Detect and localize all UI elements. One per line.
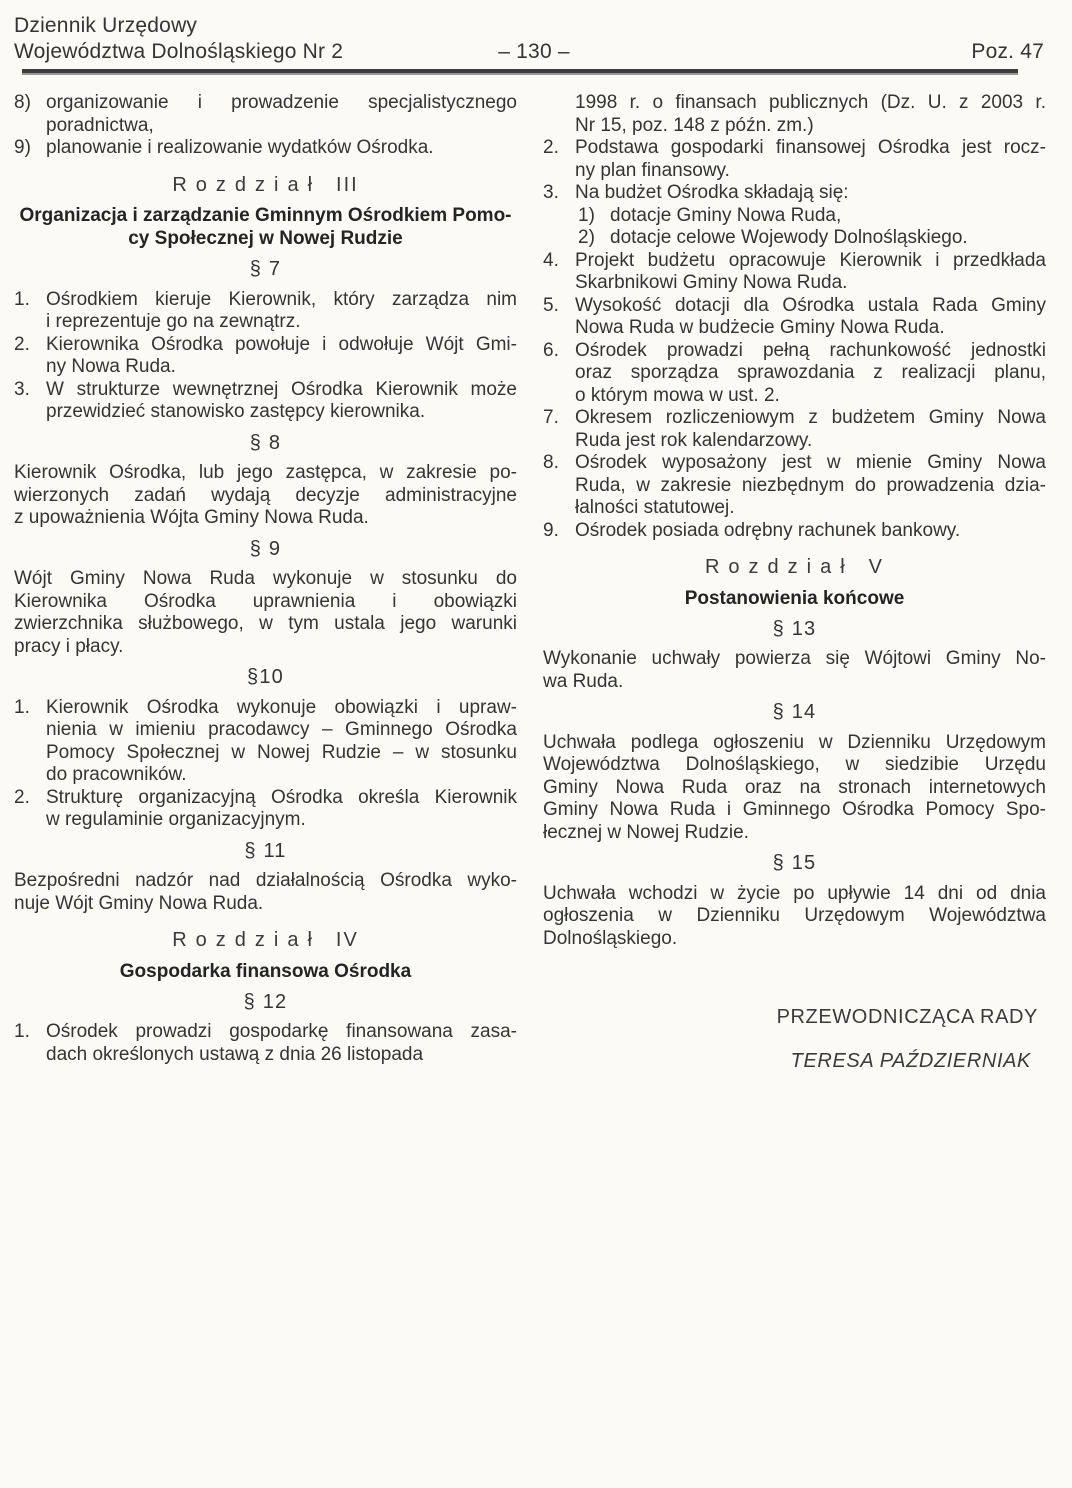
- paragraph: [14, 568, 517, 658]
- list-item-number: 4.: [543, 249, 559, 271]
- text-line: Nr 15, poz. 148 z późn. zm.): [575, 114, 814, 136]
- chapter-numeral: III: [336, 173, 359, 196]
- text-line: o którym mowa w ust. 2.: [575, 384, 780, 406]
- chapter-heading: [543, 556, 1046, 579]
- text-line: przewidzieć stanowisko zastępcy kierownika.: [46, 401, 426, 422]
- text-line: Wójt Gminy Nowa Ruda wykonuje w stosunku do: [14, 568, 517, 589]
- signature-title: PRZEWODNICZĄCA RADY: [776, 1006, 1038, 1028]
- list-item: [543, 182, 1046, 205]
- list-item: [14, 697, 517, 787]
- list-item-text: [46, 697, 517, 787]
- list-item-number: 3.: [543, 182, 559, 203]
- text-line: Ośrodek prowadzi gospodarkę finansowana zasa-: [46, 1021, 517, 1042]
- list-item-number: 3.: [14, 378, 30, 400]
- list-item: [14, 289, 517, 334]
- list-item-number: 5.: [543, 294, 559, 316]
- paragraph: [14, 462, 517, 530]
- text-line: Skarbnikowi Gminy Nowa Ruda.: [575, 272, 848, 293]
- text-line: dotacje Gminy Nowa Ruda,: [610, 204, 842, 226]
- title-line: cy Społecznej w Nowej Rudzie: [128, 228, 403, 249]
- list-item-text: [575, 182, 1046, 205]
- text-line: Bezpośredni nadzór nad działalnością Ośrodka wyko-: [14, 870, 517, 891]
- title-line: Postanowienia końcowe: [684, 587, 905, 609]
- list-item-text: [610, 205, 1046, 228]
- text-line: Wykonanie uchwały powierza się Wójtowi Gminy No-: [543, 648, 1046, 669]
- text-line: Podstawa gospodarki finansowej Ośrodka jest rocz-: [575, 137, 1046, 158]
- text-line: Kierownika Ośrodka powołuje i odwołuje Wójt Gmi-: [46, 333, 517, 355]
- text-line: Dolnośląskiego.: [543, 927, 678, 949]
- text-line: dach określonych ustawą z dnia 26 listopada: [46, 1043, 424, 1065]
- text-line: ny plan finansowy.: [575, 159, 730, 181]
- list-item-number: 2.: [14, 333, 30, 355]
- text-line: wa Ruda.: [543, 670, 624, 692]
- text-line: Ośrodek prowadzi pełną rachunkowość jednostki: [575, 339, 1046, 361]
- text-line: nuje Wójt Gminy Nowa Ruda.: [14, 892, 264, 914]
- section-mark: § 12: [243, 990, 288, 1013]
- list-item-text: [575, 137, 1046, 182]
- journal-name: Dziennik Urzędowy: [14, 14, 198, 37]
- chapter-numeral: V: [868, 556, 885, 578]
- list-item-number: 2.: [543, 137, 559, 158]
- list-item: [14, 379, 517, 424]
- title-line: Gospodarka finansowa Ośrodka: [119, 960, 412, 982]
- chapter-numeral: IV: [335, 929, 359, 951]
- list-item-number: 9): [14, 137, 31, 158]
- text-line: 1998 r. o finansach publicznych (Dz. U. z 2003 r.: [575, 92, 1046, 113]
- section-mark: § 15: [772, 852, 817, 874]
- list-item-number: 7.: [543, 407, 559, 428]
- list-item-text: [575, 340, 1046, 408]
- text-line: w regulaminie organizacyjnym.: [46, 809, 306, 830]
- chapter-word: Rozdział: [172, 173, 322, 196]
- text-line: Ruda, w zakresie niezbędnym do prowadzenia dzia-: [575, 474, 1046, 496]
- text-line: do pracowników.: [46, 764, 187, 785]
- text-line: nienia w imieniu pracodawcy – Gminnego Ośrodka: [46, 719, 517, 740]
- section-mark: § 9: [249, 537, 282, 560]
- text-line: Nowa Ruda w budżecie Gminy Nowa Ruda.: [575, 317, 945, 338]
- list-item-number: 1.: [14, 1021, 30, 1042]
- list-item-number: 1): [578, 204, 595, 226]
- list-item-text: [46, 289, 517, 334]
- list-item: [543, 205, 1046, 228]
- left-column: [14, 92, 517, 1072]
- section-mark: § 14: [772, 701, 817, 723]
- position-number: Poz. 47: [971, 40, 1044, 63]
- list-item-text: [575, 407, 1046, 452]
- text-line: Województwa Dolnośląskiego, w siedzibie Urzędu: [543, 754, 1046, 775]
- text-line: dotacje celowe Wojewody Dolnośląskiego.: [610, 227, 968, 248]
- list-item-text: [575, 520, 1046, 543]
- section-mark: § 13: [772, 617, 817, 640]
- list-item-text: [46, 1021, 517, 1066]
- chapter-word: Rozdział: [172, 929, 321, 951]
- text-line: Ośrodkiem kieruje Kierownik, który zarządza nim: [46, 288, 517, 310]
- text-line: Uchwała wchodzi w życie po upływie 14 dni od dnia: [543, 882, 1046, 904]
- list-item-number: 1.: [14, 696, 30, 718]
- text-line: Strukturę organizacyjną Ośrodka określa Kierownik: [46, 786, 517, 808]
- text-line: W strukturze wewnętrznej Ośrodka Kierownik może: [46, 378, 517, 400]
- list-item-text: [46, 379, 517, 424]
- paragraph: [543, 883, 1046, 951]
- section-mark: § 8: [249, 431, 282, 454]
- text-line: Okresem rozliczeniowym z budżetem Gminy Nowa: [575, 407, 1046, 428]
- page-number: – 130 –: [498, 40, 570, 63]
- text-line: poradnictwa,: [46, 114, 154, 136]
- text-line: ogłoszenia w Dzienniku Urzędowym Województwa: [543, 905, 1046, 926]
- title-line: Organizacja i zarządzanie Gminnym Ośrodkiem Pomo-: [19, 205, 512, 226]
- right-column: [543, 92, 1046, 1072]
- list-item-number: 8): [14, 92, 31, 113]
- list-item: [14, 137, 517, 160]
- text-line: Pomocy Społecznej w Nowej Rudzie – w stosunku: [46, 741, 517, 763]
- text-line: Kierownik Ośrodka wykonuje obowiązki i upraw-: [46, 696, 517, 718]
- list-item: [14, 92, 517, 137]
- text-line: Ośrodek posiada odrębny rachunek bankowy.: [575, 519, 961, 541]
- list-item-number: 8.: [543, 452, 559, 473]
- text-line: z upoważnienia Wójta Gminy Nowa Ruda.: [14, 507, 369, 528]
- list-item-text: [575, 250, 1046, 295]
- text-line: Projekt budżetu opracowuje Kierownik i przedkłada: [575, 249, 1046, 271]
- chapter-title: [543, 587, 1046, 610]
- list-item-number: 6.: [543, 339, 559, 361]
- text-line: Gminy Nowa Ruda i Gminnego Ośrodka Pomocy Spo-: [543, 799, 1046, 820]
- text-line: pracy i płacy.: [14, 635, 124, 657]
- list-item-text: [46, 787, 517, 832]
- text-line: zwierzchnika służbowego, w tym ustala jego warunki: [14, 613, 517, 634]
- text-line: ny Nowa Ruda.: [46, 356, 176, 377]
- list-item: [543, 295, 1046, 340]
- section-mark: §10: [247, 666, 284, 688]
- list-item: [543, 250, 1046, 295]
- chapter-word: Rozdział: [704, 556, 854, 578]
- list-item: [543, 227, 1046, 250]
- list-item-text: [46, 137, 517, 160]
- text-line: Ośrodek wyposażony jest w mienie Gminy Nowa: [575, 452, 1046, 473]
- list-item-number: 2): [578, 227, 595, 248]
- chapter-heading: [14, 174, 517, 197]
- text-line: Kierownika Ośrodka uprawnienia i obowiązki: [14, 590, 517, 612]
- journal-issue: Województwa Dolnośląskiego Nr 2: [14, 40, 344, 63]
- text-line: Uchwała podlega ogłoszeniu w Dzienniku Urzędowym: [543, 731, 1046, 753]
- list-item-text: [575, 452, 1046, 520]
- running-header: [0, 0, 1072, 75]
- list-item-text: [575, 295, 1046, 340]
- chapter-title: [14, 204, 517, 250]
- chapter-heading: [14, 929, 517, 952]
- list-item-text: [575, 92, 1046, 137]
- text-line: wierzonych zadań wydają decyzje administracyjne: [14, 484, 517, 506]
- list-item-number: 9.: [543, 519, 559, 541]
- list-item: [543, 340, 1046, 408]
- text-line: łecznej w Nowej Rudzie.: [543, 821, 749, 843]
- paragraph: [14, 870, 517, 915]
- list-item: [543, 452, 1046, 520]
- text-line: organizowanie i prowadzenie specjalistycznego: [46, 92, 517, 113]
- list-item: [14, 1021, 517, 1066]
- text-line: Wysokość dotacji dla Ośrodka ustala Rada Gminy: [575, 294, 1046, 316]
- text-line: Gminy Nowa Ruda oraz na stronach internetowych: [543, 776, 1046, 798]
- right-column-blocks: [543, 92, 1046, 950]
- list-item-number: 2.: [14, 786, 30, 808]
- list-item: [14, 787, 517, 832]
- text-line: i reprezentuje go na zewnątrz.: [46, 311, 301, 332]
- list-item: [543, 137, 1046, 182]
- text-line: planowanie i realizowanie wydatków Ośrodka.: [46, 137, 434, 158]
- text-line: łalności statutowej.: [575, 497, 735, 518]
- chapter-title: [14, 960, 517, 983]
- paragraph: [543, 732, 1046, 845]
- text-line: oraz sporządza sprawozdania z realizacji planu,: [575, 362, 1046, 383]
- list-item-text: [46, 334, 517, 379]
- text-columns: [0, 75, 1072, 1072]
- list-item-text: [46, 92, 517, 137]
- section-mark: § 11: [244, 839, 287, 862]
- list-item-number: 1.: [14, 288, 30, 310]
- text-line: Kierownik Ośrodka, lub jego zastępca, w zakresie po-: [14, 462, 517, 483]
- text-line: Ruda jest rok kalendarzowy.: [575, 429, 813, 451]
- section-mark: § 7: [249, 258, 282, 280]
- paragraph: [543, 648, 1046, 693]
- signature-name: TERESA PAŹDZIERNIAK: [790, 1049, 1031, 1072]
- text-line: Na budżet Ośrodka składają się:: [575, 182, 849, 203]
- list-item: [543, 407, 1046, 452]
- list-item: [14, 334, 517, 379]
- list-item: [543, 520, 1046, 543]
- signature-block: [543, 1006, 1046, 1072]
- list-item: [543, 92, 1046, 137]
- list-item-text: [610, 227, 1046, 250]
